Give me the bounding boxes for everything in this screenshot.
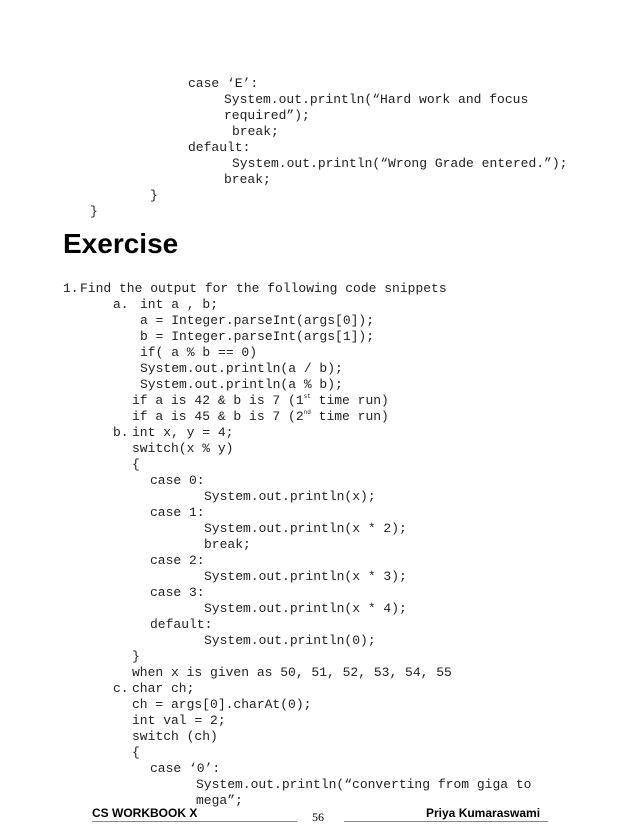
code-line: System.out.println(x * 2); xyxy=(204,521,407,536)
code-line: when x is given as 50, 51, 52, 53, 54, 55 xyxy=(132,665,452,680)
question-number: 1. xyxy=(63,281,79,296)
run-text: time run) xyxy=(310,393,389,408)
code-line: a = Integer.parseInt(args[0]); xyxy=(140,313,375,328)
code-line: break; xyxy=(224,172,271,187)
code-line: case ‘E’: xyxy=(188,76,259,91)
run-text: if a is 42 & b is 7 (1 xyxy=(132,393,304,408)
code-line: break; xyxy=(204,537,251,552)
footer-left: CS WORKBOOK X xyxy=(92,806,198,820)
code-line: int x, y = 4; xyxy=(132,425,234,440)
code-line: char ch; xyxy=(132,681,195,696)
code-line xyxy=(132,409,389,425)
page-number: 56 xyxy=(312,810,324,824)
code-line: System.out.println(x * 3); xyxy=(204,569,407,584)
code-line: case 2: xyxy=(150,553,205,568)
part-label: b. xyxy=(113,425,129,440)
code-line: if( a % b == 0) xyxy=(140,345,258,360)
code-line: default: xyxy=(188,140,251,155)
code-line: break; xyxy=(232,124,279,139)
code-line: System.out.println(“Hard work and focus xyxy=(224,92,529,107)
code-line: b = Integer.parseInt(args[1]); xyxy=(140,329,375,344)
code-line: int a , b; xyxy=(140,297,219,312)
code-line: int val = 2; xyxy=(132,713,226,728)
code-line xyxy=(132,393,389,409)
ordinal-superscript: st xyxy=(303,393,311,400)
question-text: Find the output for the following code snippets xyxy=(80,281,447,296)
code-line: ch = args[0].charAt(0); xyxy=(132,697,312,712)
code-line: switch (ch) xyxy=(132,729,218,744)
code-line: System.out.println(a / b); xyxy=(140,361,343,376)
run-text: if a is 45 & b is 7 (2 xyxy=(132,409,304,424)
code-line: System.out.println(“Wrong Grade entered.”); xyxy=(232,156,568,171)
section-heading: Exercise xyxy=(63,228,179,259)
footer-rule-left xyxy=(92,821,297,822)
code-line: { xyxy=(132,745,140,760)
code-line: System.out.println(a % b); xyxy=(140,377,343,392)
part-label: c. xyxy=(113,681,129,696)
code-line: System.out.println(“converting from giga to xyxy=(196,777,532,792)
code-line: System.out.println(x * 4); xyxy=(204,601,407,616)
code-line: System.out.println(0); xyxy=(204,633,376,648)
code-line: { xyxy=(132,457,140,472)
code-line: required”); xyxy=(224,108,310,123)
code-line: mega”; xyxy=(196,793,243,808)
code-line: switch(x % y) xyxy=(132,441,234,456)
code-line: case 1: xyxy=(150,505,205,520)
code-line: case ‘0’: xyxy=(150,761,221,776)
part-label: a. xyxy=(113,297,129,312)
run-text: time run) xyxy=(310,409,389,424)
code-line: } xyxy=(132,649,140,664)
code-line: } xyxy=(90,204,98,219)
code-line: System.out.println(x); xyxy=(204,489,376,504)
code-line: default: xyxy=(150,617,213,632)
ordinal-superscript: nd xyxy=(303,409,311,416)
code-line: case 3: xyxy=(150,585,205,600)
footer-rule-right xyxy=(344,821,548,822)
code-line: case 0: xyxy=(150,473,205,488)
footer-right: Priya Kumaraswami xyxy=(426,806,541,820)
code-line: } xyxy=(150,188,158,203)
